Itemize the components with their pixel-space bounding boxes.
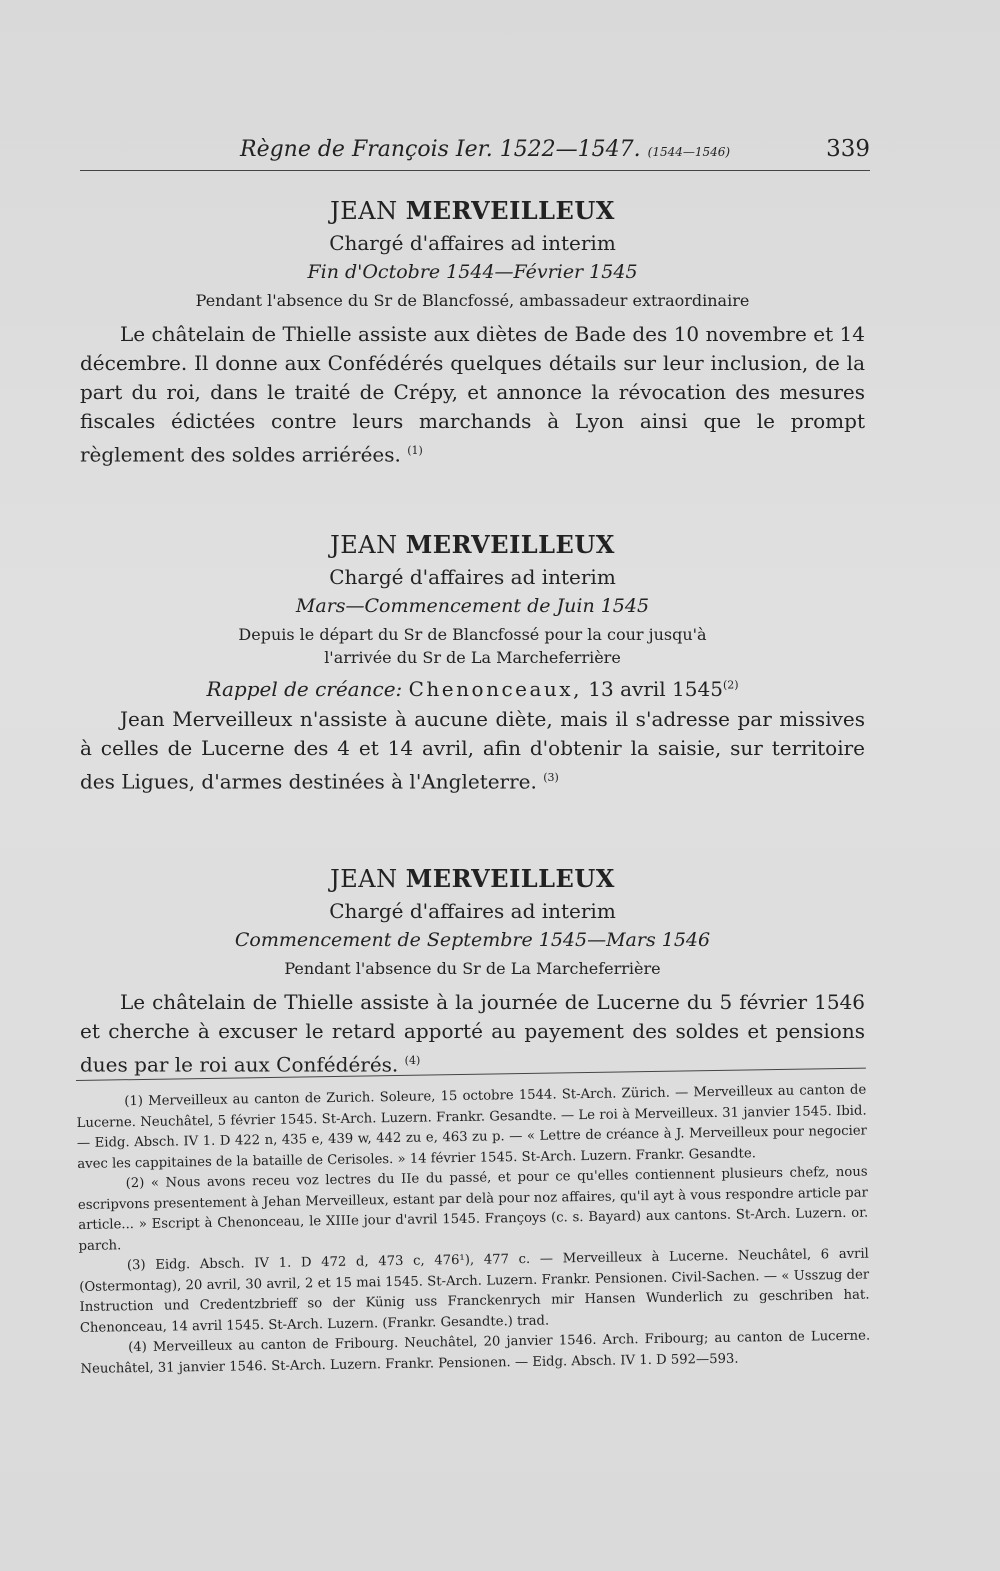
section-body: Le châtelain de Thielle assiste aux diètes de Bade des 10 novembre et 14 décembre. Il donne aux Confédérés quelques détails sur leur inclusion, de la part du roi, dans le traité de Crépy, et annonce la révocation des mesures fiscales édictées contre leurs marchands à Lyon ainsi que le prompt règlement des soldes arriérées. $^{(1)}$: [80, 322, 865, 467]
footnote-2: (2) « Nous avons receu voz lectres du IIe du passé, et pour ce qu'elles contiennent plusieurs chefz, nous escripvons presentement à Jehan Merveilleux, estant par delà pour noz affaires, qu'il ayt à vous respondre article par article... » Escript à Chenonceau, le XIIIe jour d'avril 1545. Françoys (c. s. Bayard) aux cantons. St-Arch. Luzern. or. parch.: [77, 1164, 869, 1254]
section-note: Pendant l'absence du Sr de Blancfossé, ambassadeur extraordinaire: [195, 291, 750, 310]
section-dates: Fin d'Octobre 1544—Février 1545: [307, 261, 638, 283]
section-role: Chargé d'affaires ad interim: [329, 231, 616, 255]
footnote-3: (3) Eidg. Absch. IV 1. D 472 d, 473 c, 476¹), 477 c. — Merveilleux à Lucerne. Neuchâtel, 6 avril (Ostermontag), 20 avril, 30 avril, 2 et 15 mai 1545. St-Arch. Luzern. Frankr. Pensionen. Civil-Sachen. — « Usszug der Instruction und Credentzbrieff so der Künig uss Franckenrych mir Hansen Wunderlich zu geschriben hat. Chenonceau, 14 avril 1545. St-Arch. Luzern. (Frankr. Gesandte.) trad.: [79, 1246, 870, 1336]
rappel-de-creance: Rappel de créance: Chenonceaux, 13 avril 1545$^{(2)}$: [206, 677, 739, 701]
section-role: Chargé d'affaires ad interim: [329, 565, 616, 589]
section-role: Chargé d'affaires ad interim: [329, 899, 616, 923]
footnote-1: (1) Merveilleux au canton de Zurich. Soleure, 15 octobre 1544. St-Arch. Zürich. — Merveilleux au canton de Lucerne. Neuchâtel, 5 février 1545. St-Arch. Luzern. Frankr. Gesandte. — Le roi à Merveilleux. 31 janvier 1545. Ibid. — Eidg. Absch. IV 1. D 422 n, 435 e, 439 w, 442 zu e, 463 zu p. — « Lettre de créance à J. Merveilleux pour negocier avec les cappitaines de la bataille de Cerisoles. » 14 février 1545. St-Arch. Luzern. Frankr. Gesandte.: [76, 1082, 868, 1172]
section-3: [80, 864, 865, 1100]
footnote-4: (4) Merveilleux au canton de Fribourg. Neuchâtel, 20 janvier 1546. Arch. Fribourg; au canton de Lucerne. Neuchâtel, 31 janvier 1546. St-Arch. Luzern. Frankr. Pensionen. — Eidg. Absch. IV 1. D 592—593.: [80, 1328, 871, 1377]
section-heading: JEAN MERVEILLEUX: [330, 196, 615, 225]
page-number: 339: [826, 136, 870, 162]
section-body: Le châtelain de Thielle assiste à la journée de Lucerne du 5 février 1546 et cherche à excuser le retard apporté au payement des soldes et pensions dues par le roi aux Confédérés. $^{(4)}$: [80, 990, 865, 1077]
section-body: Jean Merveilleux n'assiste à aucune diète, mais il s'adresse par missives à celles de Lucerne des 4 et 14 avril, afin d'obtenir la saisie, sur territoire des Ligues, d'armes destinées à l'Angleterre. $^{(3)}$: [80, 707, 865, 794]
running-years: (1544—1546): [647, 145, 731, 159]
footnote-ref: (3): [543, 771, 559, 784]
section-heading: JEAN MERVEILLEUX: [330, 864, 615, 893]
running-title: Règne de François Ier. 1522—1547. (1544—1546): [240, 137, 731, 162]
section-1: [80, 196, 865, 490]
section-note: Pendant l'absence du Sr de La Marcheferrière: [284, 959, 661, 978]
footnote-ref: (4): [404, 1054, 421, 1067]
section-dates: Commencement de Septembre 1545—Mars 1546: [234, 929, 711, 951]
section-dates: Mars—Commencement de Juin 1545: [295, 595, 650, 617]
running-header: [80, 136, 870, 171]
section-heading: JEAN MERVEILLEUX: [330, 530, 615, 559]
footnotes: [76, 1068, 871, 1380]
section-2: [80, 530, 865, 817]
footnote-ref: (1): [407, 444, 423, 457]
section-note: Depuis le départ du Sr de Blancfossé pour la cour jusqu'à l'arrivée du Sr de La Marcheferrière: [238, 625, 707, 667]
